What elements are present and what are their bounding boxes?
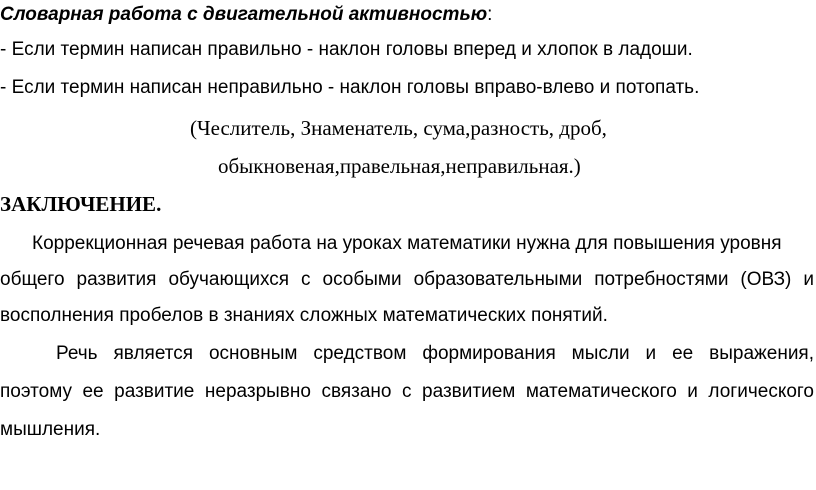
conclusion-heading: ЗАКЛЮЧЕНИЕ. [0,192,162,216]
conclusion-p1-line-1: Коррекционная речевая работа на уроках математики нужна для повышения уровня [32,233,782,254]
conclusion-p2-line-2: поэтому ее развитие неразрывно связано с развитием математического и логического [0,381,814,402]
vocab-heading: Словарная работа с двигательной активностью [0,4,488,25]
terms-line-1: (Чеслитель, Знаменатель, сума,разность, дроб, [190,116,607,140]
conclusion-p2-line-1: Речь является основным средством формирования мысли и ее выражения, [56,343,814,364]
vocab-heading-line [0,3,492,27]
conclusion-p1-line-2: общего развития обучающихся с особыми образовательными потребностями (ОВЗ) и [0,269,814,290]
conclusion-p1-line-3: восполнения пробелов в знаниях сложных математических понятий. [0,305,608,326]
rule-incorrect: - Если термин написан неправильно - наклон головы вправо-влево и потопать. [0,77,700,98]
vocab-heading-colon: : [487,4,493,25]
conclusion-p2-line-3: мышления. [0,419,101,440]
terms-line-2: обыкновеная,правельная,неправильная.) [218,154,581,178]
rule-correct: - Если термин написан правильно - наклон головы вперед и хлопок в ладоши. [0,39,693,60]
